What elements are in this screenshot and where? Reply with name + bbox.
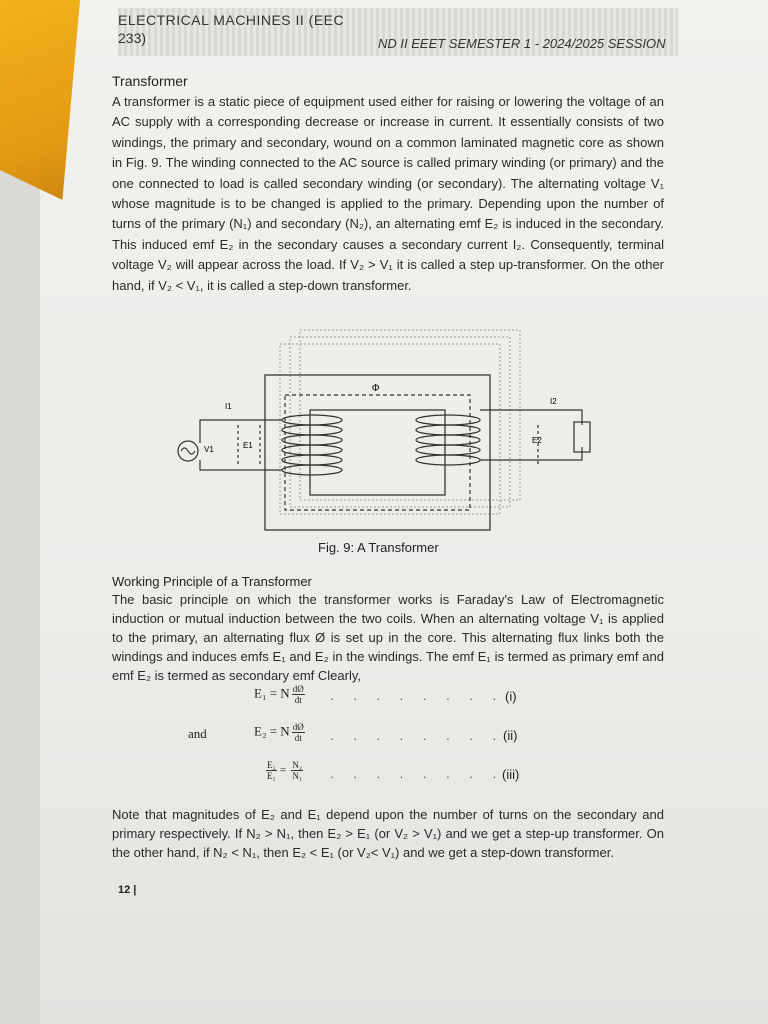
equation-3-number: (iii) <box>502 767 520 782</box>
leader-dots: . . . . . . . . <box>330 766 505 781</box>
note-paragraph: Note that magnitudes of E₂ and E₁ depend upon the number of turns on the secondary and primary respectively. If N₂ > N₁, then E₂ > E₁ (or V₂ > V₁) and we get a step-up transformer. On the other hand, if N₂ < N₁, then E₂ < E₁ (or V₂< V₁) and we get a step-down transformer. <box>112 807 664 860</box>
section-title: Transformer <box>112 73 188 89</box>
equation-1-number: (i) <box>505 689 517 704</box>
course-title-line2: 233) <box>118 30 147 46</box>
e1-label: E1 <box>243 441 253 450</box>
leader-dots: . . . . . . . . <box>330 728 505 743</box>
working-title: Working Principle of a Transformer <box>112 574 312 589</box>
figure-caption: Fig. 9: A Transformer <box>318 540 439 555</box>
working-paragraph: The basic principle on which the transformer works is Faraday's Law of Electromagnetic induction or mutual induction between the two coils. When an alternating voltage V₁ is applied to the primary, an alternating flux Ø is set up in the core. This alternating flux links both the windings and induces emfs E₁ and E₂ in the windings. The emf E₁ is termed as primary emf and emf E₂ is termed as secondary emf Clearly, <box>112 592 664 683</box>
course-title-line1: ELECTRICAL MACHINES II (EEC <box>118 12 345 28</box>
v1-label: V1 <box>204 445 214 454</box>
equation-1: E₁ = N $\frac{dØ}{dt}$ <box>254 684 304 705</box>
page-number: 12 | <box>118 884 137 896</box>
session-label: ND II EEET SEMESTER 1 - 2024/2025 SESSION <box>378 36 666 51</box>
equation-2: E₂ = N $\frac{dØ}{dt}$ <box>254 722 304 743</box>
e2-label: E2 <box>532 436 542 445</box>
i1-label: I1 <box>225 402 232 411</box>
equation-3: $\frac{\text{E₂}}{\text{E₁}}$ = $\frac{\text{N₂}}{\text{N₁}}$ <box>267 760 302 781</box>
equation-2-number: (ii) <box>503 728 518 743</box>
leader-dots: . . . . . . . . <box>330 688 505 703</box>
primary-winding <box>282 415 342 475</box>
transformer-paragraph: A transformer is a static piece of equipment used either for raising or lowering the voltage of an AC supply with a corresponding decrease or increase in current. It essentially consists of two windings, the primary and secondary, wound on a common laminated magnetic core as shown in Fig. 9. The winding connected to the AC source is called primary winding (or primary) and the one connected to load is called secondary winding (or secondary). The alternating voltage V₁ whose magnitude is to be changed is applied to the primary. Depending upon the number of turns of the primary (N₁) and secondary (N₂), an alternating emf E₂ is induced in the secondary. This induced emf E₂ in the secondary causes a secondary current I₂. Consequently, terminal voltage V₂ will appear across the load. If V₂ > V₁ it is called a step up-transformer. On the other hand, if V₂ < V₁, it is called a step-down transformer. <box>112 94 664 293</box>
transformer-figure <box>150 325 620 540</box>
flux-label: Φ <box>372 383 380 394</box>
i2-label: I2 <box>550 397 557 406</box>
and-word: and <box>188 726 207 741</box>
